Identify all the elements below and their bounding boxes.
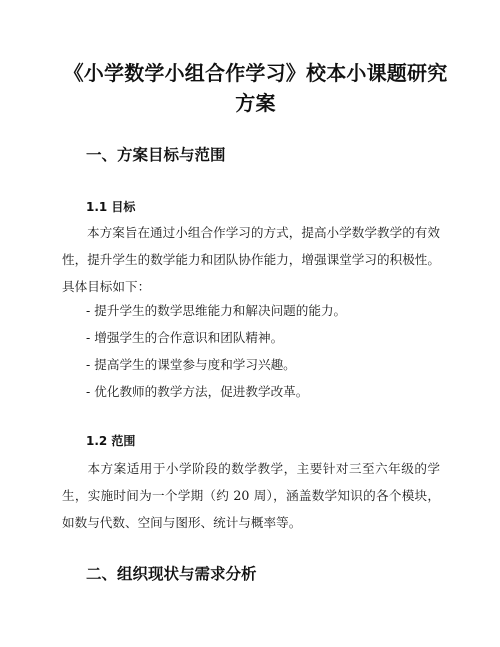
list-item: - 提高学生的课堂参与度和学习兴趣。	[86, 357, 296, 372]
list-item: - 优化教师的教学方法，促进教学改革。	[86, 384, 309, 399]
section-heading-goals-scope: 一、方案目标与范围	[86, 146, 226, 164]
subsection-heading-scope: 1.2 范围	[86, 434, 136, 448]
goals-paragraph	[62, 219, 440, 300]
goals-paragraph-text: 本方案旨在通过小组合作学习的方式，提高小学数学教学的有效性，提升学生的数学能力和团队协作能力，增强课堂学习的积极性。具体目标如下：	[62, 225, 440, 294]
subsection-heading-goals: 1.1 目标	[86, 200, 136, 214]
goals-bullet-list	[86, 297, 446, 405]
document-title: 《小学数学小组合作学习》校本小课题研究方案	[63, 61, 448, 115]
list-item: - 增强学生的合作意识和团队精神。	[86, 330, 284, 345]
scope-paragraph-text: 本方案适用于小学阶段的数学教学，主要针对三至六年级的学生，实施时间为一个学期（约 20 周），涵盖数学知识的各个模块，如数与代数、空间与图形、统计与概率等。	[62, 461, 440, 530]
list-item: - 提升学生的数学思维能力和解决问题的能力。	[86, 303, 347, 318]
section-heading-status-needs: 二、组织现状与需求分析	[86, 565, 257, 583]
scope-paragraph	[62, 455, 440, 536]
